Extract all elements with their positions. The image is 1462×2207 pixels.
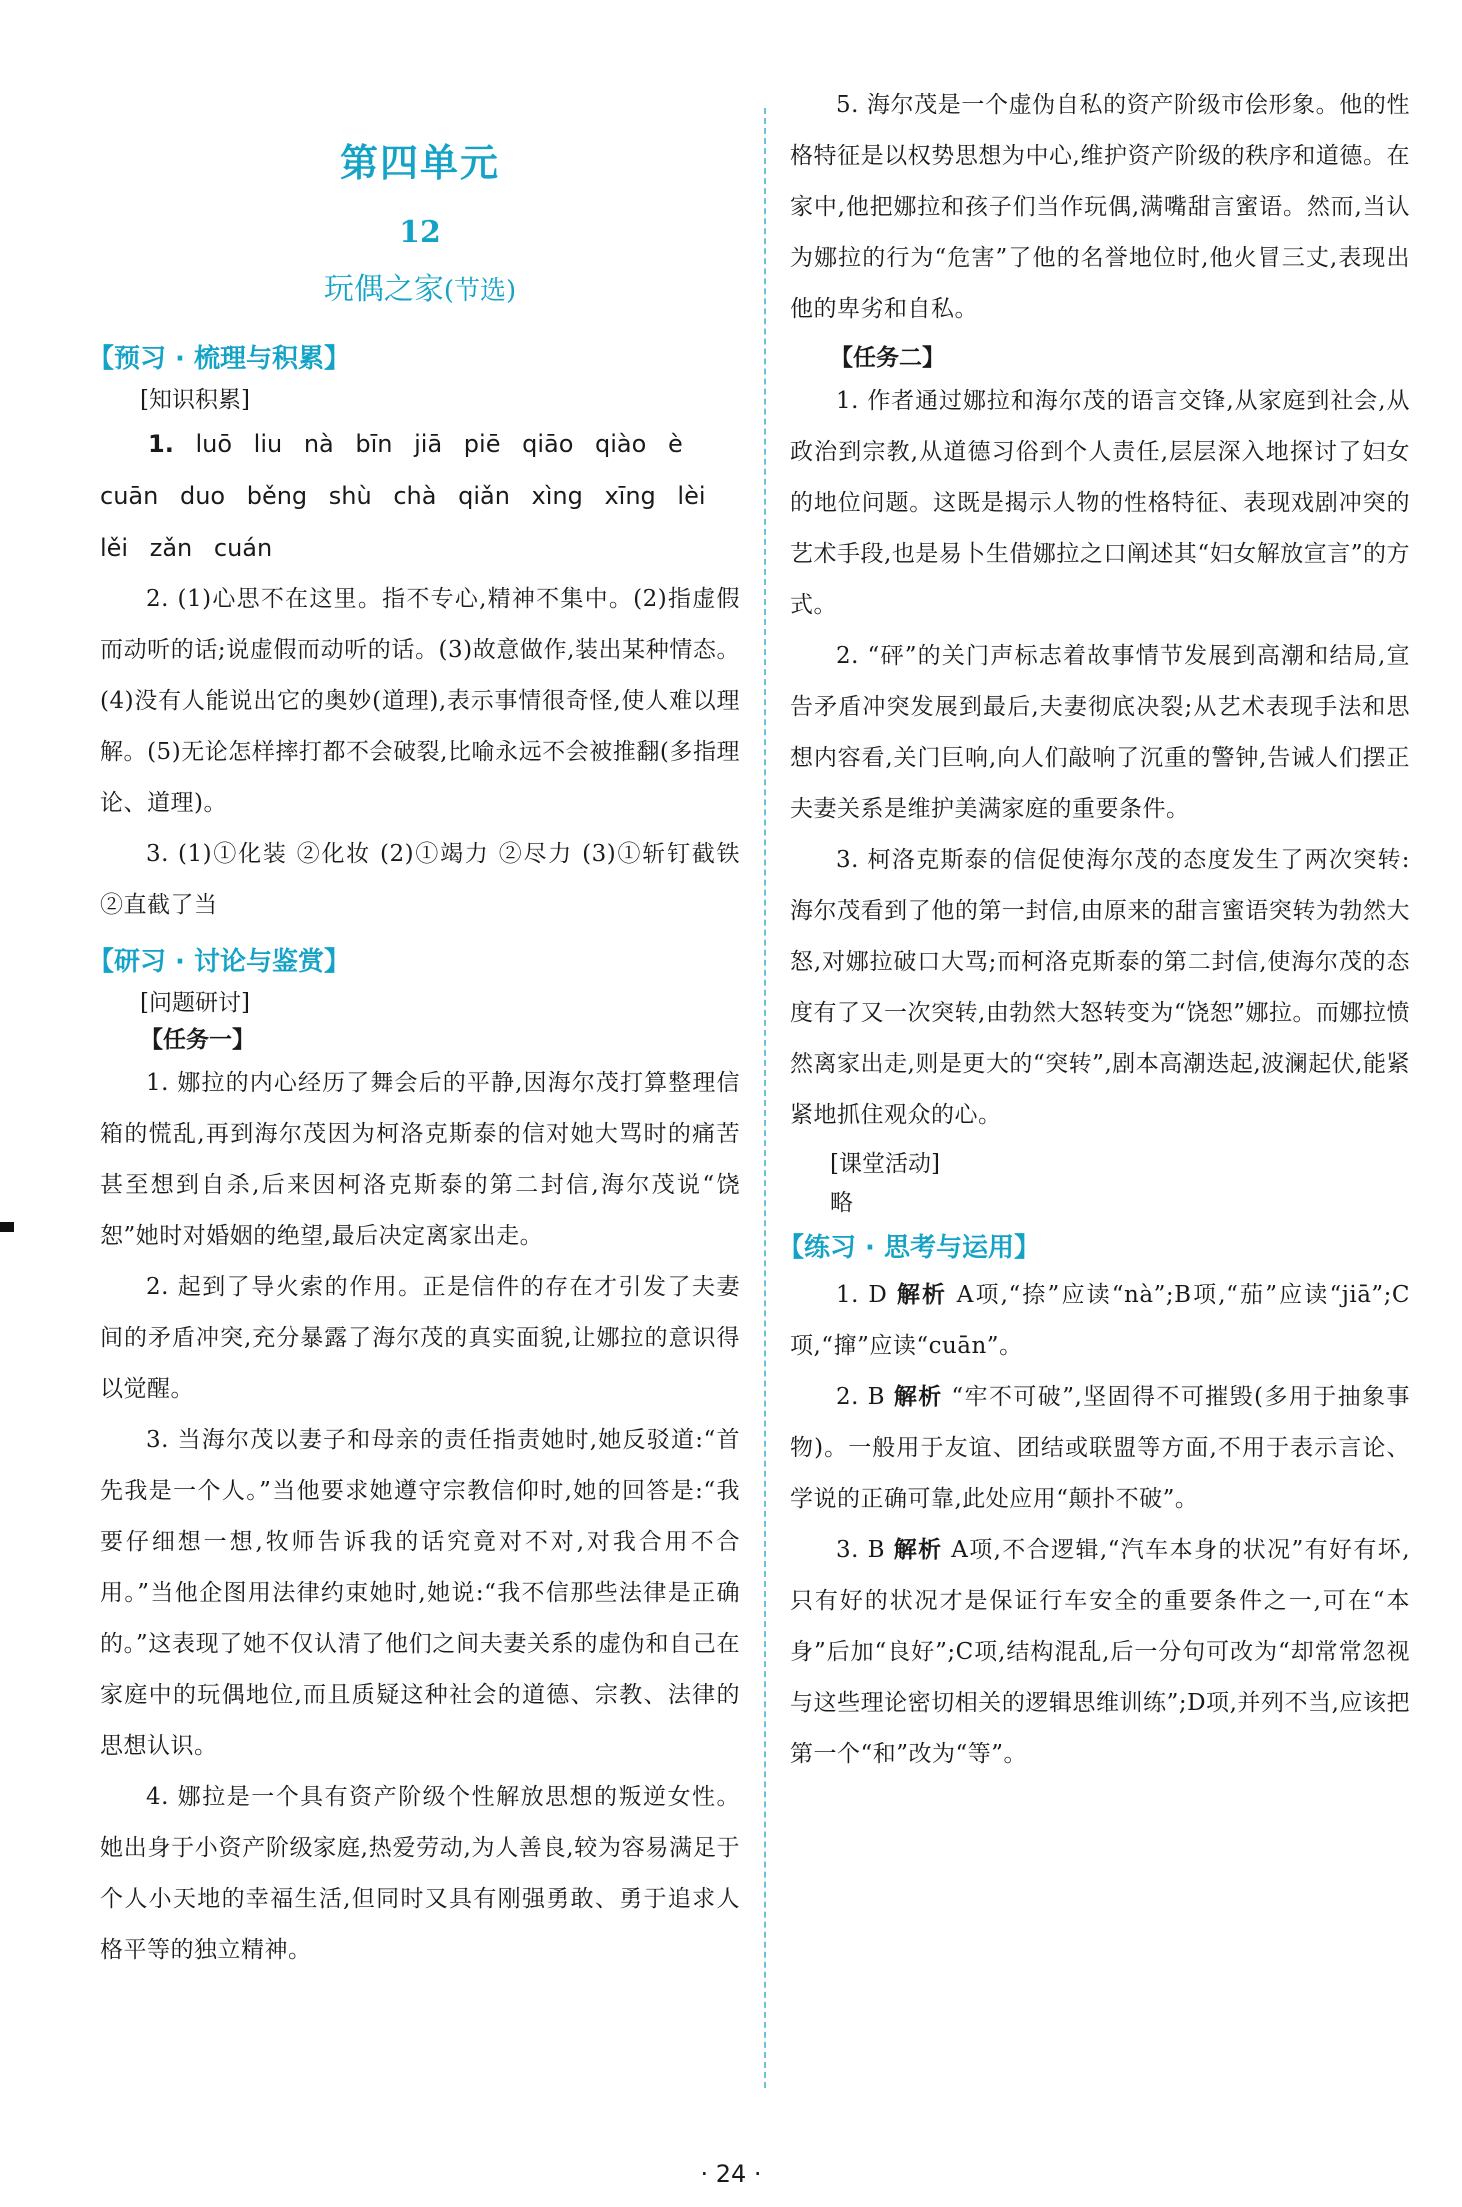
lesson-title-main: 玩偶之家 <box>323 272 444 307</box>
lesson-number: 12 <box>399 215 441 250</box>
practice-answer-2 <box>790 1372 1410 1525</box>
practice-3-body: A项,不合逻辑,“汽车本身的状况”有好有坏,只有好的状况才是保证行车安全的重要条件之一,可在“本身”后加“良好”;C项,结构混乱,后一分句可改为“却常常忽视与这些理论密切相关的逻辑思维训练”;D项,并列不当,应该把第一个“和”改为“等”。 <box>790 1537 1411 1767</box>
section-practice-heading: 【练习 · 思考与运用】 <box>778 1233 1040 1263</box>
pinyin-line-1 <box>100 418 740 470</box>
pinyin-line-1-text: luō liu nà bīn jiā piē qiāo qiào è <box>195 430 683 458</box>
section-preview-heading: 【预习 · 梳理与积累】 <box>88 344 350 374</box>
practice-2-choice: 2. B <box>836 1384 886 1410</box>
analysis-label: 解析 <box>893 1537 943 1563</box>
pinyin-line-3: lěi zǎn cuán <box>100 534 273 562</box>
task1-answer-3: 3. 当海尔茂以妻子和母亲的责任指责她时,她反驳道:“首先我是一个人。”当他要求她遵守宗教信仰时,她的回答是:“我要仔细想一想,牧师告诉我的话究竟对不对,对我合用不合用。”当他企图用法律约束她时,她说:“我不信那些法律是正确的。”这表现了她不仅认清了他们之间夫妻关系的虚伪和自己在家庭中的玩偶地位,而且质疑这种社会的道德、宗教、法律的思想认识。 <box>100 1427 740 1759</box>
task-one-heading: 【任务一】 <box>140 1026 255 1053</box>
inquiry-heading: [问题研讨] <box>140 990 250 1016</box>
column-divider <box>764 108 766 2088</box>
task-two-heading: 【任务二】 <box>830 344 945 371</box>
edge-mark <box>0 1222 14 1232</box>
task1-answer-4: 4. 娜拉是一个具有资产阶级个性解放思想的叛逆女性。她出身于小资产阶级家庭,热爱劳动,为人善良,较为容易满足于个人小天地的幸福生活,但同时又具有刚强勇敢、勇于追求人格平等的独立精神。 <box>100 1784 740 1963</box>
practice-answer-1 <box>790 1270 1410 1372</box>
task1-answer-2: 2. 起到了导火索的作用。正是信件的存在才引发了夫妻间的矛盾冲突,充分暴露了海尔茂的真实面貌,让娜拉的意识得以觉醒。 <box>100 1274 740 1402</box>
lesson-title <box>100 264 740 308</box>
practice-answer-3 <box>790 1525 1410 1780</box>
unit-title: 第四单元 <box>339 140 500 185</box>
class-activity-heading: [课堂活动] <box>830 1151 940 1177</box>
section-study-heading: 【研习 · 讨论与鉴赏】 <box>88 947 350 977</box>
analysis-label: 解析 <box>896 1282 948 1308</box>
task2-answer-3: 3. 柯洛克斯泰的信促使海尔茂的态度发生了两次突转:海尔茂看到了他的第一封信,由原来的甜言蜜语突转为勃然大怒,对娜拉破口大骂;而柯洛克斯泰的第二封信,使海尔茂的态度有了又一次突转,由勃然大怒转变为“饶恕”娜拉。而娜拉愤然离家出走,则是更大的“突转”,剧本高潮迭起,波澜起伏,能紧紧地抓住观众的心。 <box>790 847 1410 1128</box>
right-column <box>778 80 1411 1780</box>
practice-2-body: “牢不可破”,坚固得不可摧毁(多用于抽象事物)。一般用于友谊、团结或联盟等方面,不用于表示言论、学说的正确可靠,此处应用“颠扑不破”。 <box>790 1384 1411 1512</box>
page-number: · 24 · <box>700 2160 762 2188</box>
answer-item-3: 3. (1)①化装 ②化妆 (2)①竭力 ②尽力 (3)①斩钉截铁 ②直截了当 <box>100 841 740 918</box>
lesson-title-sub: (节选) <box>443 276 517 306</box>
task2-answer-2: 2. “砰”的关门声标志着故事情节发展到高潮和结局,宣告矛盾冲突发展到最后,夫妻彻底决裂;从艺术表现手法和思想内容看,关门巨响,向人们敲响了沉重的警钟,告诫人们摆正夫妻关系是维护美满家庭的重要条件。 <box>790 643 1410 822</box>
task1-answer-1: 1. 娜拉的内心经历了舞会后的平静,因海尔茂打算整理信箱的慌乱,再到海尔茂因为柯洛克斯泰的信对她大骂时的痛苦甚至想到自杀,后来因柯洛克斯泰的第二封信,海尔茂说“饶恕”她时对婚姻的绝望,最后决定离家出走。 <box>100 1070 740 1249</box>
analysis-label: 解析 <box>893 1384 943 1410</box>
practice-1-choice: 1. D <box>836 1282 888 1308</box>
task2-answer-1: 1. 作者通过娜拉和海尔茂的语言交锋,从家庭到社会,从政治到宗教,从道德习俗到个人责任,层层深入地探讨了妇女的地位问题。这既是揭示人物的性格特征、表现戏剧冲突的艺术手段,也是易卜生借娜拉之口阐述其“妇女解放宣言”的方式。 <box>790 388 1410 618</box>
knowledge-heading: [知识积累] <box>140 387 250 413</box>
practice-3-choice: 3. B <box>836 1537 886 1563</box>
task1-answer-5: 5. 海尔茂是一个虚伪自私的资产阶级市侩形象。他的性格特征是以权势思想为中心,维护资产阶级的秩序和道德。在家中,他把娜拉和孩子们当作玩偶,满嘴甜言蜜语。然而,当认为娜拉的行为“危害”了他的名誉地位时,他火冒三丈,表现出他的卑劣和自私。 <box>790 92 1410 322</box>
practice-1-body: A项,“捺”应读“nà”;B项,“茄”应读“jiā”;C项,“撺”应读“cuān”。 <box>790 1282 1411 1359</box>
pinyin-item-number: 1. <box>148 430 174 458</box>
pinyin-line-2: cuān duo běng shù chà qiǎn xìng xīng lèi <box>100 482 706 510</box>
class-activity-answer: 略 <box>830 1190 853 1216</box>
left-column <box>88 80 740 1976</box>
answer-item-2: 2. (1)心思不在这里。指不专心,精神不集中。(2)指虚假而动听的话;说虚假而动听的话。(3)故意做作,装出某种情态。(4)没有人能说出它的奥妙(道理),表示事情很奇怪,使人难以理解。(5)无论怎样摔打都不会破裂,比喻永远不会被推翻(多指理论、道理)。 <box>100 586 740 816</box>
